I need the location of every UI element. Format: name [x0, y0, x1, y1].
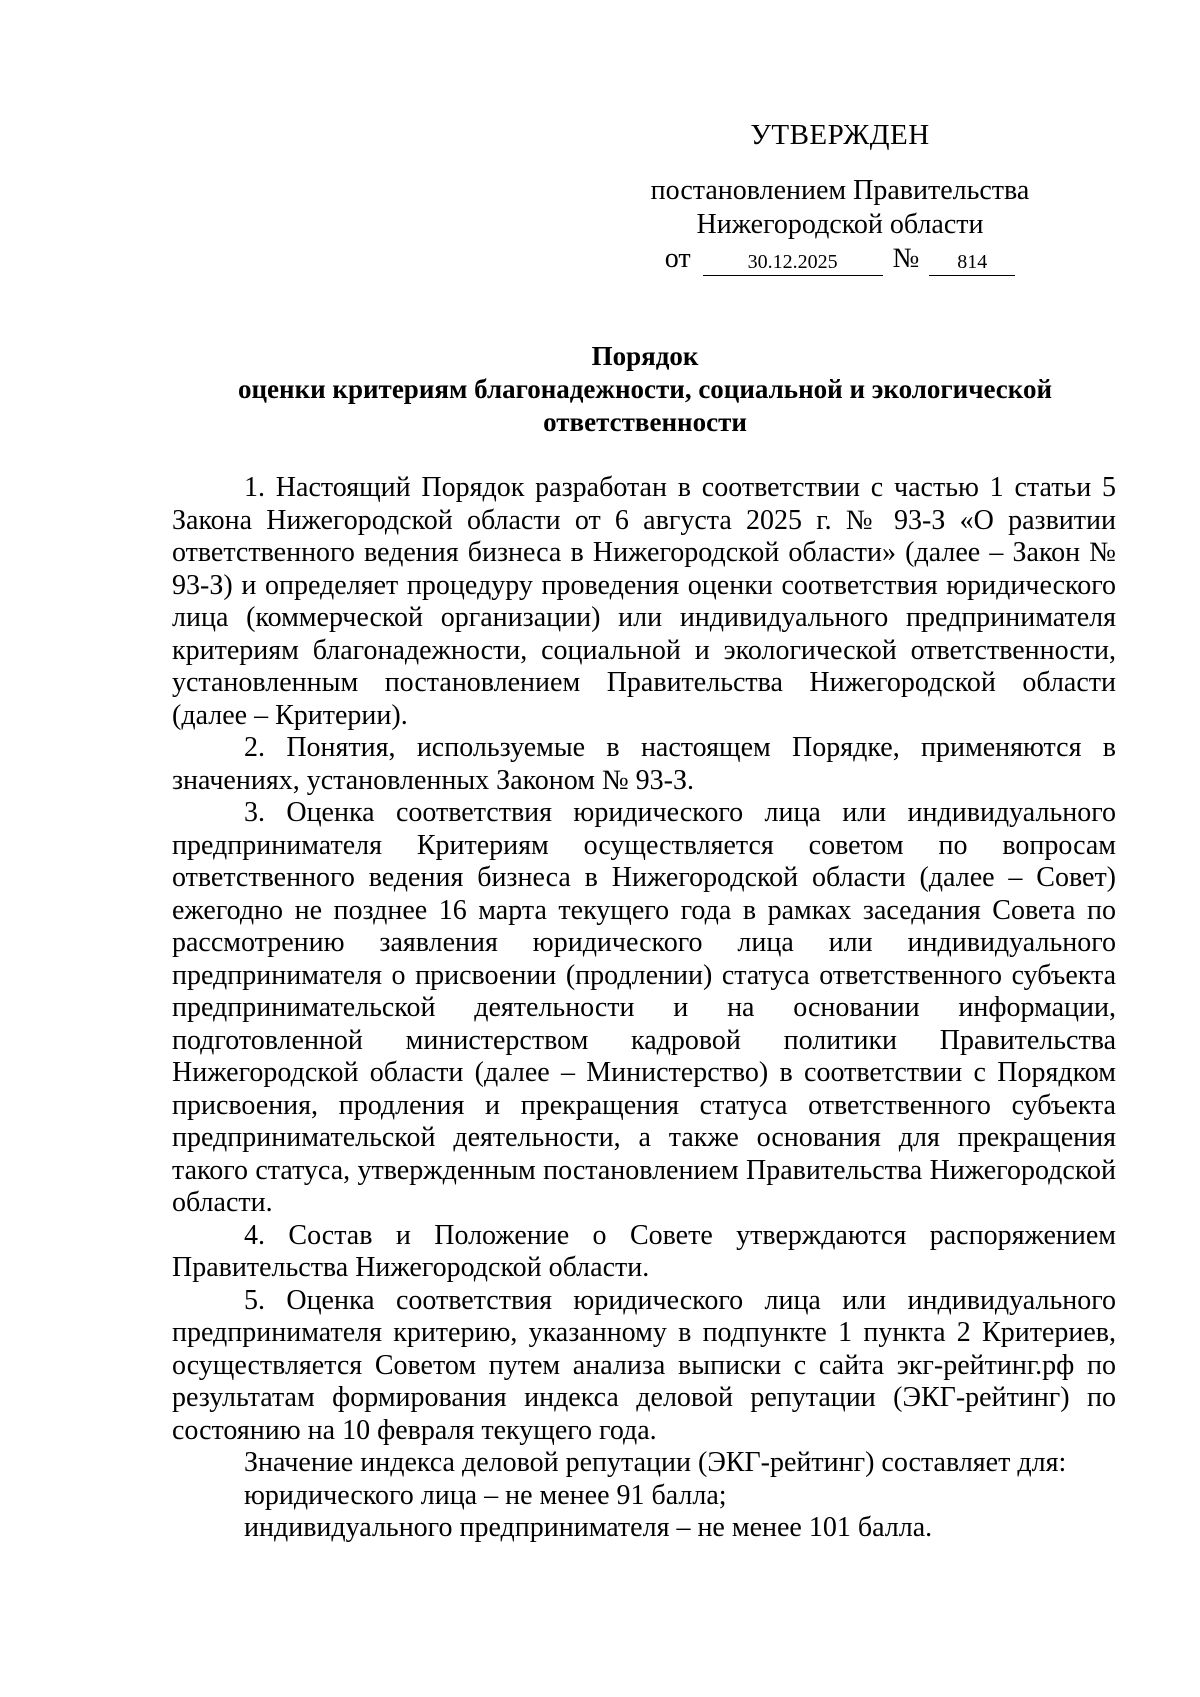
paragraph-entrepreneur: индивидуального предпринимателя – не менее 101 балла. — [244, 1512, 933, 1543]
approval-number: 814 — [929, 250, 1015, 276]
approval-line-1: постановлением Правительства — [650, 175, 1030, 206]
paragraph-3: 3. Оценка соответствия юридического лица или индивидуального предпринимателя Критериям осуществляется советом по вопросам ответственного ведения бизнеса в Нижегородской области (далее – Совет) ежегодно не позднее 16 марта текущего года в рамках заседания Совета по рассмотрению заявления юридического лица или индивидуального предпринимателя о присвоении (продлении) статуса ответственного субъекта предпринимательской деятельности и на основании информации, подготовленной министерством кадровой политики Правительства Нижегородской области (далее – Министерство) в соответствии с Порядком присвоения, продления и прекращения статуса ответственного субъекта предпринимательской деятельности, а также основания для прекращения такого статуса, утвержденным постановлением Правительства Нижегородской области. — [172, 797, 1116, 1218]
from-label: от — [664, 243, 691, 274]
approval-line-2: Нижегородской области — [696, 209, 984, 240]
title-line-3: ответственности — [543, 407, 747, 437]
approval-stamp: УТВЕРЖДЕН — [750, 119, 930, 151]
approval-date: 30.12.2025 — [703, 250, 883, 276]
title-line-1: Порядок — [591, 341, 699, 371]
document-body — [172, 472, 1116, 1545]
title-line-2: оценки критериям благонадежности, социальной и экологической — [237, 374, 1053, 404]
document-title — [170, 340, 1120, 439]
paragraph-4: 4. Состав и Положение о Совете утверждаются распоряжением Правительства Нижегородской области. — [172, 1219, 1116, 1283]
approval-block — [620, 118, 1060, 276]
paragraph-index-intro: Значение индекса деловой репутации (ЭКГ-рейтинг) составляет для: — [244, 1447, 1067, 1478]
paragraph-legal-entity: юридического лица – не менее 91 балла; — [244, 1479, 727, 1511]
paragraph-2: 2. Понятия, используемые в настоящем Порядке, применяются в значениях, установленных Законом № 93-З. — [172, 732, 1116, 796]
number-label: № — [892, 243, 920, 274]
approval-dateline — [620, 242, 1060, 276]
paragraph-5: 5. Оценка соответствия юридического лица или индивидуального предпринимателя критерию, указанному в подпункте 1 пункта 2 Критериев, осуществляется Советом путем анализа выписки с сайта экг-рейтинг.рф по результатам формирования индекса деловой репутации (ЭКГ-рейтинг) по состоянию на 10 февраля текущего года. — [172, 1284, 1116, 1446]
paragraph-1: 1. Настоящий Порядок разработан в соответствии с частью 1 статьи 5 Закона Нижегородской области от 6 августа 2025 г. № 93-З «О развитии ответственного ведения бизнеса в Нижегородской области» (далее – Закон № 93-З) и определяет процедуру проведения оценки соответствия юридического лица (коммерческой организации) или индивидуального предпринимателя критериям благонадежности, социальной и экологической ответственности, установленным постановлением Правительства Нижегородской области (далее – Критерии). — [172, 472, 1116, 731]
